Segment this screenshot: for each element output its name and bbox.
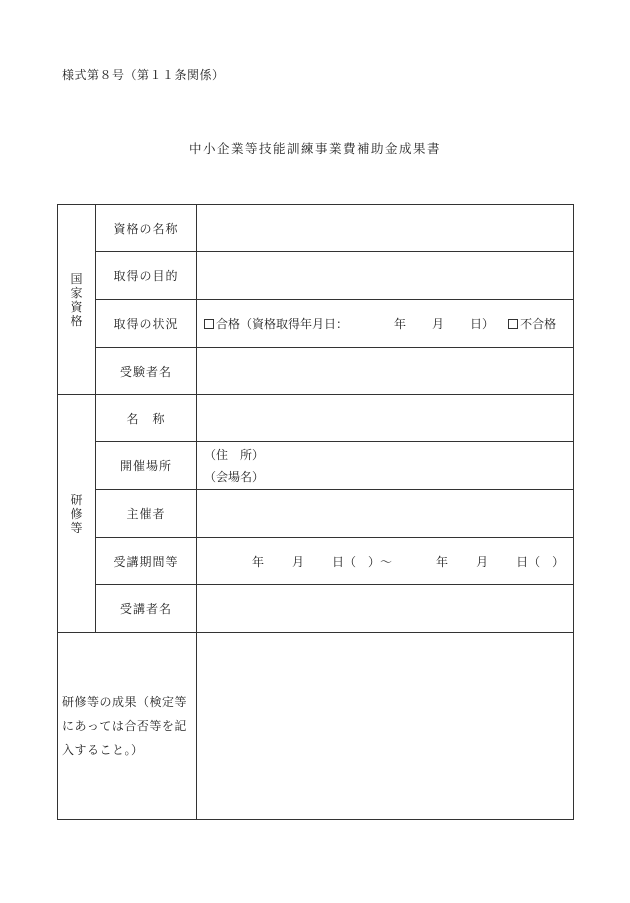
qualification-name-label: 資格の名称 — [96, 205, 197, 252]
period-end-year: 年 — [436, 554, 449, 569]
training-name-label: 名 称 — [96, 395, 197, 442]
outcome-field[interactable] — [197, 633, 574, 820]
training-name-row — [58, 395, 574, 442]
pass-text: 合格（資格取得年月日： — [216, 317, 349, 331]
report-form-table — [57, 204, 574, 820]
form-number: 様式第８号（第１１条関係） — [62, 68, 225, 82]
venue-row — [58, 442, 574, 490]
venue-name-label: （会場名） — [204, 469, 265, 484]
venue-address-label: （住 所） — [204, 447, 265, 462]
period-field[interactable] — [197, 538, 574, 585]
qualification-status-row — [58, 300, 574, 348]
organizer-row — [58, 490, 574, 538]
examinee-label: 受験者名 — [96, 348, 197, 395]
period-row — [58, 538, 574, 585]
period-start-month: 月 — [292, 554, 305, 569]
qualification-purpose-label: 取得の目的 — [96, 252, 197, 300]
fail-checkbox[interactable] — [508, 319, 518, 329]
qualification-month-unit: 月 — [432, 317, 445, 331]
fail-text: 不合格 — [520, 317, 557, 331]
organizer-field[interactable] — [197, 490, 574, 538]
period-label: 受講期間等 — [96, 538, 197, 585]
attendee-label: 受講者名 — [96, 585, 197, 633]
period-end-day: 日（ ） — [516, 554, 565, 569]
pass-checkbox[interactable] — [204, 319, 214, 329]
qualification-name-row — [58, 205, 574, 252]
period-start-year: 年 — [252, 554, 265, 569]
training-section-heading: 研修等 — [58, 395, 96, 633]
outcome-label: 研修等の成果（検定等 にあっては合否等を記 入すること。） — [58, 633, 197, 820]
qualification-purpose-row — [58, 252, 574, 300]
organizer-label: 主催者 — [96, 490, 197, 538]
attendee-field[interactable] — [197, 585, 574, 633]
qualification-day-unit: 日） — [470, 317, 495, 331]
period-start-day: 日（ ）～ — [332, 554, 393, 569]
venue-label: 開催場所 — [96, 442, 197, 490]
qualification-section-heading: 国家資格 — [58, 205, 96, 395]
examinee-field[interactable] — [197, 348, 574, 395]
qualification-status-field — [197, 300, 574, 348]
examinee-row — [58, 348, 574, 395]
document-title: 中小企業等技能訓練事業費補助金成果書 — [188, 141, 441, 156]
training-name-field[interactable] — [197, 395, 574, 442]
qualification-year-unit: 年 — [394, 317, 407, 331]
period-end-month: 月 — [476, 554, 489, 569]
qualification-name-field[interactable] — [197, 205, 574, 252]
attendee-row — [58, 585, 574, 633]
venue-field[interactable] — [197, 442, 574, 490]
qualification-status-label: 取得の状況 — [96, 300, 197, 348]
qualification-purpose-field[interactable] — [197, 252, 574, 300]
outcome-row — [58, 633, 574, 820]
